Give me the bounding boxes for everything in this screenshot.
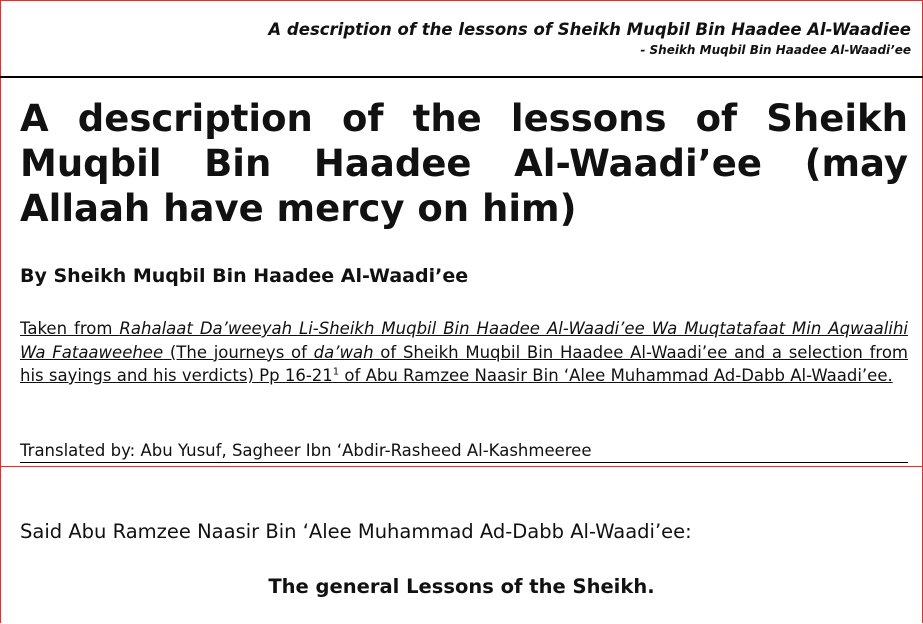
translator-rule [20,462,908,463]
source-prefix: Taken from [20,319,120,338]
source-dawah: da’wah [313,342,374,362]
translator-line: Translated by: Abu Yusuf, Sagheer Ibn ‘Abdir-Rasheed Al-Kashmeeree [20,441,592,460]
document-title: A description of the lessons of Sheikh Muqbil Bin Haadee Al-Waadi’ee (may Allaah have mercy on him) [20,97,908,230]
source-translation-end: of Sheikh Muqbil Bin Haadee Al-Waadi’ee and a selection from his sayings and his verdicts) Pp 16-21 [20,342,908,385]
section-heading: The general Lessons of the Sheikh. [268,575,655,598]
source-translation-start: (The journeys of [163,342,314,362]
byline: By Sheikh Muqbil Bin Haadee Al-Waadi’ee [20,265,469,287]
header-subtitle: - Sheikh Muqbil Bin Haadee Al-Waadi’ee [640,43,911,57]
page-break [0,466,923,467]
header-title: A description of the lessons of Sheikh Muqbil Bin Haadee Al-Waadiee [268,20,911,39]
said-line: Said Abu Ramzee Naasir Bin ‘Alee Muhammad Ad-Dabb Al-Waadi’ee: [20,520,692,543]
running-header [20,20,911,57]
source-book-title: Rahalaat Da’weeyah Li-Sheikh Muqbil Bin Haadee Al-Waadi’ee Wa Muqtatafaat Min Aqwaalihi Wa Fataaweehee [20,319,908,362]
footnote-ref[interactable]: 1 [332,366,340,378]
source-citation [20,317,908,388]
source-suffix: of Abu Ramzee Naasir Bin ‘Alee Muhammad Ad-Dabb Al-Waadi’ee. [339,366,893,385]
header-rule [0,76,923,78]
